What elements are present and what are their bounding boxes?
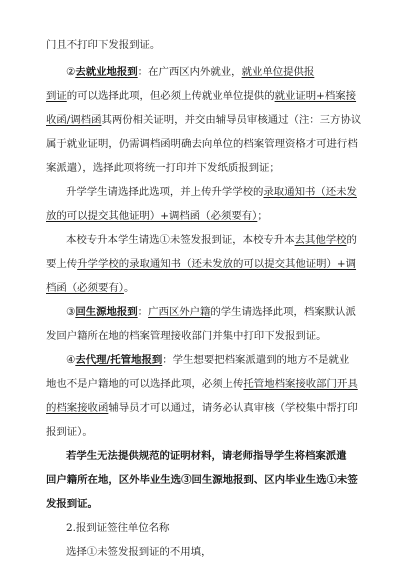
underlined-text: 档函（必须要有） bbox=[46, 282, 124, 294]
option-heading: 去就业地报到 bbox=[75, 66, 138, 78]
text-run: 案派遣），选择此项将统一打印并下发纸质报到证； bbox=[46, 162, 280, 174]
text-run: 发回户籍所在地的档案管理接收部门并集中打印下发报到证。 bbox=[46, 330, 327, 342]
text-line bbox=[46, 111, 364, 129]
text-line bbox=[46, 471, 364, 489]
underlined-text: 升学学校的录取通知书（还未发放的可以提交其他证明）+调 bbox=[77, 258, 357, 270]
text-run: 2.报到证签往单位名称 bbox=[66, 522, 170, 534]
underlined-text: 放的可以提交其他证明）+调档函（必须要有） bbox=[46, 210, 258, 222]
text-line bbox=[46, 207, 364, 225]
text-run: ：在广西区内外就业， bbox=[137, 66, 242, 78]
text-run: ③ bbox=[66, 306, 76, 318]
option-heading: 回生源地报到 bbox=[75, 306, 138, 318]
text-run: ④ bbox=[66, 354, 76, 366]
underlined-text: 就业证明+档案接 bbox=[274, 90, 357, 102]
option-heading: 去代理/托管地报到 bbox=[75, 354, 163, 366]
text-line bbox=[66, 519, 364, 537]
text-line bbox=[46, 36, 364, 54]
text-line bbox=[46, 375, 364, 393]
text-run: ： bbox=[137, 306, 149, 318]
text-run: ； bbox=[257, 210, 268, 222]
underlined-text: 的档案接收函 bbox=[46, 402, 109, 414]
underlined-text: 广西区外户籍 bbox=[148, 306, 211, 318]
text-run: 选择①未签发报到证的不用填， bbox=[66, 546, 212, 558]
text-run: 升学学生请选择此选项，并上传升学学校的 bbox=[66, 186, 264, 198]
underlined-text: 收函/调档函 bbox=[46, 114, 102, 126]
text-run: 本校专升本学生请选①未签发报到证，本校专升本 bbox=[66, 234, 295, 246]
text-run: 地也不是户籍地的可以选择此项，必须上传 bbox=[46, 378, 244, 390]
text-run: 报到证）。 bbox=[46, 426, 93, 438]
text-line bbox=[46, 495, 364, 513]
text-run: 其两份相关证明，并交由辅导员审核通过（注：三方协议 bbox=[101, 114, 362, 126]
underlined-text: 就业单位提供报 bbox=[241, 66, 315, 78]
text-line bbox=[66, 183, 364, 201]
text-run: ② bbox=[66, 66, 76, 78]
text-run: 的 bbox=[346, 234, 357, 246]
text-line bbox=[66, 447, 364, 465]
text-line bbox=[46, 159, 364, 177]
bold-text: 回户籍所在地，区外毕业生选③回生源地报到、区内毕业生选①未签 bbox=[46, 474, 358, 486]
text-run: 要上传 bbox=[46, 258, 78, 270]
text-line bbox=[46, 327, 364, 345]
underlined-text: 去其他学校 bbox=[294, 234, 347, 246]
text-line bbox=[46, 279, 364, 297]
text-line bbox=[46, 423, 364, 441]
text-line bbox=[66, 63, 364, 81]
text-line bbox=[46, 87, 364, 105]
text-run: ：学生想要把档案派遣到的地方不是就业 bbox=[162, 354, 350, 366]
underlined-text: 托管地档案接收部门开具 bbox=[243, 378, 358, 390]
bold-text: 发报到证。 bbox=[46, 498, 98, 510]
text-run: 的可以选择此项，但必须上传就业单位提供的 bbox=[66, 90, 275, 102]
bold-text: 若学生无法提供规范的证明材料，请老师指导学生将档案派遣 bbox=[66, 450, 347, 462]
text-line bbox=[66, 231, 364, 249]
underlined-text: 录取通知书（还未发 bbox=[263, 186, 357, 198]
underlined-text: 到证 bbox=[46, 90, 67, 102]
text-run: 门且不打印下发报到证。 bbox=[46, 39, 161, 51]
text-line bbox=[46, 135, 364, 153]
text-line bbox=[66, 351, 364, 369]
text-line bbox=[66, 303, 364, 321]
text-line bbox=[66, 543, 364, 561]
text-line bbox=[46, 399, 364, 417]
text-run: 辅导员才可以通过，请务必认真审核（学校集中帮打印 bbox=[108, 402, 358, 414]
text-run: 。 bbox=[123, 282, 135, 294]
text-line bbox=[46, 255, 364, 273]
text-run: 的学生请选择此项，档案默认派 bbox=[210, 306, 356, 318]
text-run: 属于就业证明，仍需调档函明确去向单位的档案管理资格才可进行档 bbox=[46, 138, 358, 150]
